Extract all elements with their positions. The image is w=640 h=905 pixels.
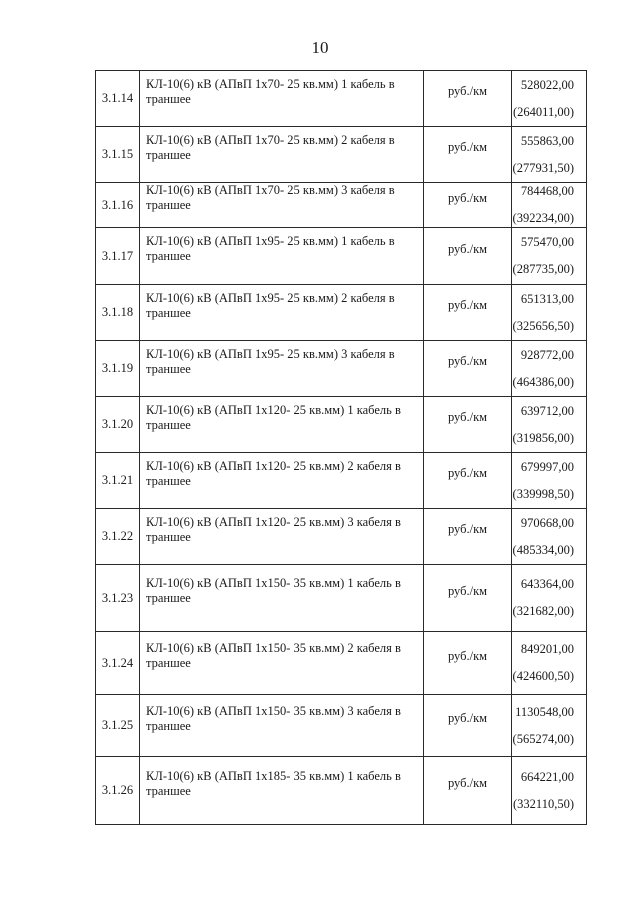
row-price: 575470,00: [520, 235, 574, 249]
row-code: 3.1.18: [96, 285, 140, 341]
row-description: КЛ-10(6) кВ (АПвП 1х95- 25 кв.мм) 2 кабеля в траншее: [146, 290, 395, 320]
row-price-half: (485334,00): [512, 542, 574, 557]
row-description-cell: [140, 695, 424, 757]
row-unit-cell: [424, 757, 512, 825]
row-description-cell: [140, 285, 424, 341]
row-price-cell: [512, 632, 587, 695]
row-description: КЛ-10(6) кВ (АПвП 1х70- 25 кв.мм) 1 кабель в траншее: [146, 76, 395, 106]
table-row: [96, 509, 587, 565]
table-row: [96, 453, 587, 509]
row-price-cell: [512, 183, 587, 228]
row-description: КЛ-10(6) кВ (АПвП 1х95- 25 кв.мм) 3 кабеля в траншее: [146, 346, 395, 376]
row-unit-cell: [424, 565, 512, 632]
row-price-cell: [512, 757, 587, 825]
row-description-cell: [140, 127, 424, 183]
row-price-cell: [512, 565, 587, 632]
row-description-cell: [140, 228, 424, 285]
row-unit-cell: [424, 127, 512, 183]
table-row: [96, 632, 587, 695]
row-unit: руб./км: [447, 648, 488, 663]
row-price: 643364,00: [520, 577, 574, 591]
row-price-half: (424600,50): [512, 669, 574, 683]
row-unit-cell: [424, 285, 512, 341]
row-description-cell: [140, 453, 424, 509]
row-price-cell: [512, 695, 587, 757]
row-description-cell: [140, 341, 424, 397]
row-code: 3.1.25: [96, 695, 140, 757]
row-unit: руб./км: [447, 711, 488, 725]
row-price-half: (277931,50): [512, 160, 574, 175]
row-price: 651313,00: [520, 291, 574, 306]
row-code: 3.1.21: [96, 453, 140, 509]
row-description-cell: [140, 632, 424, 695]
table-row: [96, 228, 587, 285]
row-code: 3.1.26: [96, 757, 140, 825]
row-description: КЛ-10(6) кВ (АПвП 1х70- 25 кв.мм) 2 кабеля в траншее: [146, 132, 395, 162]
row-price: 928772,00: [520, 347, 574, 362]
row-unit: руб./км: [447, 140, 488, 154]
row-price: 1130548,00: [515, 704, 574, 719]
page-number: 10: [311, 38, 329, 57]
row-price: 528022,00: [520, 77, 574, 92]
row-unit: руб./км: [447, 776, 488, 790]
row-unit: руб./км: [447, 241, 488, 256]
table-row: [96, 341, 587, 397]
row-code: 3.1.24: [96, 632, 140, 695]
row-description: КЛ-10(6) кВ (АПвП 1х185- 35 кв.мм) 1 кабель в траншее: [146, 768, 401, 798]
row-price-half: (339998,50): [512, 486, 574, 501]
table-row: [96, 695, 587, 757]
row-price-cell: [512, 397, 587, 453]
row-description: КЛ-10(6) кВ (АПвП 1х150- 35 кв.мм) 2 кабеля в траншее: [146, 641, 401, 670]
row-price: 784468,00: [520, 184, 574, 198]
row-price-cell: [512, 509, 587, 565]
row-price-half: (464386,00): [512, 374, 574, 389]
row-description-cell: [140, 509, 424, 565]
row-unit: руб./км: [447, 466, 488, 480]
row-unit-cell: [424, 509, 512, 565]
row-price-half: (319856,00): [512, 430, 574, 445]
row-description: КЛ-10(6) кВ (АПвП 1х95- 25 кв.мм) 1 кабель в траншее: [146, 234, 395, 263]
table-body: [96, 71, 587, 825]
row-price: 664221,00: [520, 769, 574, 784]
row-unit: руб./км: [447, 583, 488, 598]
row-unit-cell: [424, 183, 512, 228]
row-unit-cell: [424, 397, 512, 453]
row-unit: руб./км: [447, 522, 488, 536]
table-row: [96, 183, 587, 228]
row-description: КЛ-10(6) кВ (АПвП 1х120- 25 кв.мм) 2 кабеля в траншее: [146, 458, 401, 488]
row-description-cell: [140, 565, 424, 632]
row-unit: руб./км: [447, 298, 488, 312]
table-row: [96, 71, 587, 127]
row-code: 3.1.22: [96, 509, 140, 565]
row-description: КЛ-10(6) кВ (АПвП 1х120- 25 кв.мм) 3 кабеля в траншее: [146, 514, 401, 544]
row-price-cell: [512, 71, 587, 127]
row-price: 849201,00: [520, 642, 574, 656]
row-code: 3.1.19: [96, 341, 140, 397]
row-description-cell: [140, 183, 424, 228]
row-unit: руб./км: [447, 84, 488, 98]
row-price: 679997,00: [520, 459, 574, 474]
row-price-half: (332110,50): [513, 796, 574, 811]
row-code: 3.1.20: [96, 397, 140, 453]
row-price-half: (287735,00): [512, 262, 574, 276]
table-row: [96, 127, 587, 183]
row-price: 639712,00: [520, 403, 574, 418]
row-price-half: (321682,00): [512, 604, 574, 618]
row-description-cell: [140, 397, 424, 453]
row-code: 3.1.15: [96, 127, 140, 183]
row-unit-cell: [424, 228, 512, 285]
row-unit-cell: [424, 341, 512, 397]
row-description-cell: [140, 71, 424, 127]
row-price-cell: [512, 127, 587, 183]
row-price-cell: [512, 341, 587, 397]
row-description: КЛ-10(6) кВ (АПвП 1х150- 35 кв.мм) 3 кабеля в траншее: [146, 703, 401, 733]
row-unit-cell: [424, 71, 512, 127]
row-price-cell: [512, 453, 587, 509]
price-table: [95, 70, 587, 825]
row-code: 3.1.14: [96, 71, 140, 127]
table-row: [96, 565, 587, 632]
row-price-half: (264011,00): [513, 104, 574, 119]
table-row: [96, 397, 587, 453]
row-unit-cell: [424, 695, 512, 757]
row-unit: руб./км: [447, 354, 488, 368]
row-price-half: (325656,50): [512, 318, 574, 333]
row-price: 970668,00: [520, 515, 574, 530]
row-unit: руб./км: [447, 410, 488, 424]
row-unit-cell: [424, 453, 512, 509]
row-price-cell: [512, 285, 587, 341]
row-unit-cell: [424, 632, 512, 695]
row-price-cell: [512, 228, 587, 285]
row-unit: руб./км: [447, 190, 488, 205]
row-price-half: (392234,00): [512, 211, 574, 225]
row-price-half: (565274,00): [512, 731, 574, 746]
row-price: 555863,00: [520, 133, 574, 148]
table-row: [96, 285, 587, 341]
row-description: КЛ-10(6) кВ (АПвП 1х120- 25 кв.мм) 1 кабель в траншее: [146, 402, 401, 432]
row-code: 3.1.23: [96, 565, 140, 632]
table-row: [96, 757, 587, 825]
row-description-cell: [140, 757, 424, 825]
row-code: 3.1.17: [96, 228, 140, 285]
row-description: КЛ-10(6) кВ (АПвП 1х70- 25 кв.мм) 3 кабеля в траншее: [146, 183, 395, 212]
row-description: КЛ-10(6) кВ (АПвП 1х150- 35 кв.мм) 1 кабель в траншее: [146, 576, 401, 605]
row-code: 3.1.16: [96, 183, 140, 228]
